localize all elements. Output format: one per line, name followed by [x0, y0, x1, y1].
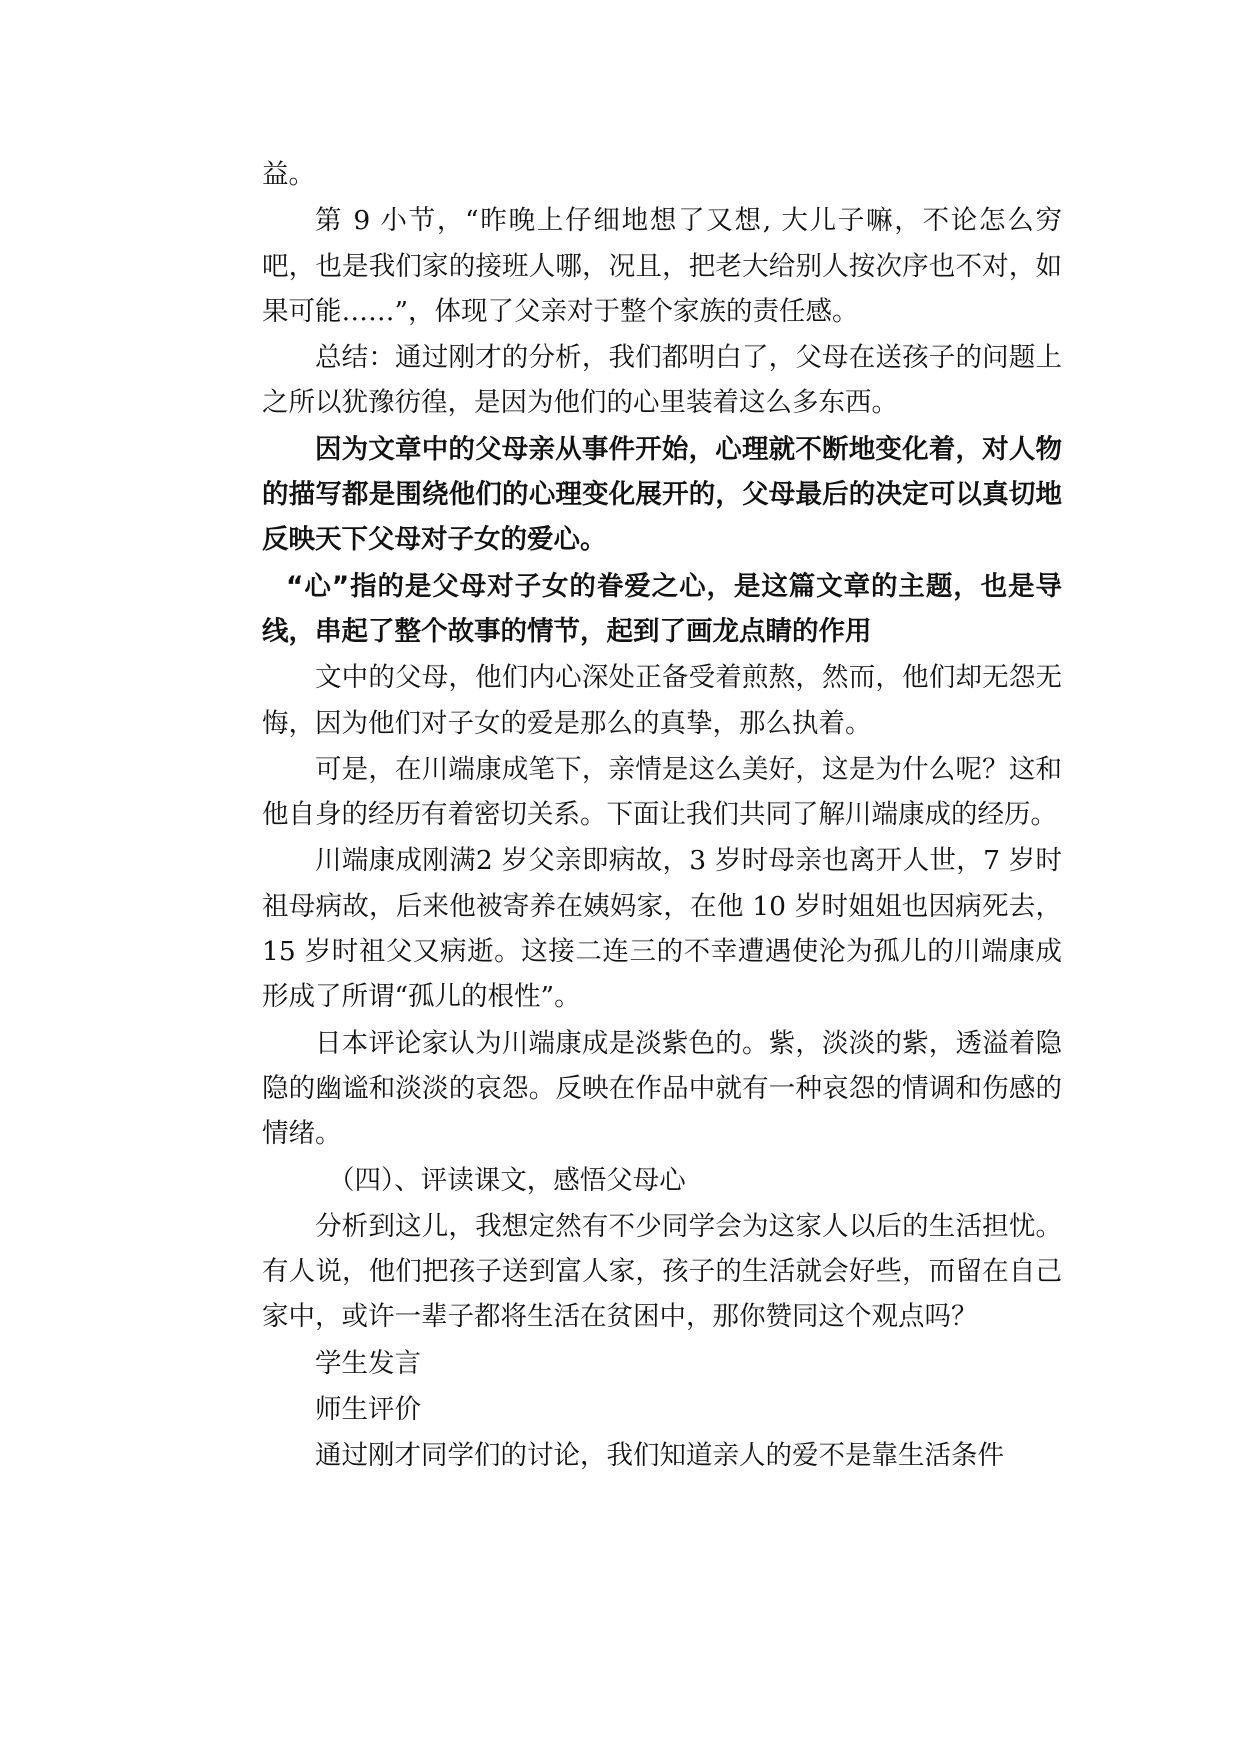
paragraph: 分析到这儿，我想定然有不少同学会为这家人以后的生活担忧。有人说，他们把孩子送到富人家，孩子的生活就会好些，而留在自己家中，或许一辈子都将生活在贫困中，那你赞同这个观点吗？ — [262, 1210, 1062, 1333]
paragraph: 日本评论家认为川端康成是淡紫色的。紫，淡淡的紫，透溢着隐隐的幽谧和淡淡的哀怨。反映在作品中就有一种哀怨的情调和伤感的情绪。 — [262, 1027, 1062, 1150]
document-page — [262, 152, 1062, 1480]
paragraph-emphasis: 因为文章中的父母亲从事件开始，心理就不断地变化着，对人物的描写都是围绕他们的心理变化展开的，父母最后的决定可以真切地反映天下父母对子女的爱心。 — [262, 433, 1062, 556]
section-heading: （四）、评读课文，感悟父母心 — [328, 1164, 686, 1196]
paragraph: 第 9 小节，“昨晚上仔细地想了又想, 大儿子嘛，不论怎么穷吧，也是我们家的接班人哪，况且，把老大给别人按次序也不对，如果可能……”，体现了父亲对于整个家族的责任感。 — [262, 205, 1062, 327]
paragraph: 通过刚才同学们的讨论，我们知道亲人的爱不是靠生活条件 — [315, 1440, 1004, 1472]
paragraph: 可是，在川端康成笔下，亲情是这么美好，这是为什么呢？这和他自身的经历有着密切关系。下面让我们共同了解川端康成的经历。 — [262, 753, 1062, 831]
paragraph-summary: 总结：通过刚才的分析，我们都明白了，父母在送孩子的问题上之所以犹豫彷徨，是因为他们的心里装着这么多东西。 — [262, 342, 1062, 419]
paragraph: 文中的父母，他们内心深处正备受着煎熬，然而，他们却无怨无悔，因为他们对子女的爱是那么的真挚，那么执着。 — [262, 662, 1062, 739]
paragraph-theme: “心”指的是父母对子女的眷爱之心，是这篇文章的主题，也是导线，串起了整个故事的情节，起到了画龙点睛的作用 — [262, 570, 1062, 647]
paragraph: 师生评价 — [315, 1394, 421, 1426]
paragraph: 益。 — [262, 159, 315, 190]
paragraph-biography: 川端康成刚满2 岁父亲即病故，3 岁时母亲也离开人世，7 岁时祖母病故，后来他被寄养在姨妈家，在他 10 岁时姐姐也因病死去，15 岁时祖父又病逝。这接二连三的不幸遭遇使沦为孤儿的川端康成形成了所谓“孤儿的根性”。 — [262, 845, 1062, 1013]
paragraph: 学生发言 — [315, 1347, 421, 1379]
